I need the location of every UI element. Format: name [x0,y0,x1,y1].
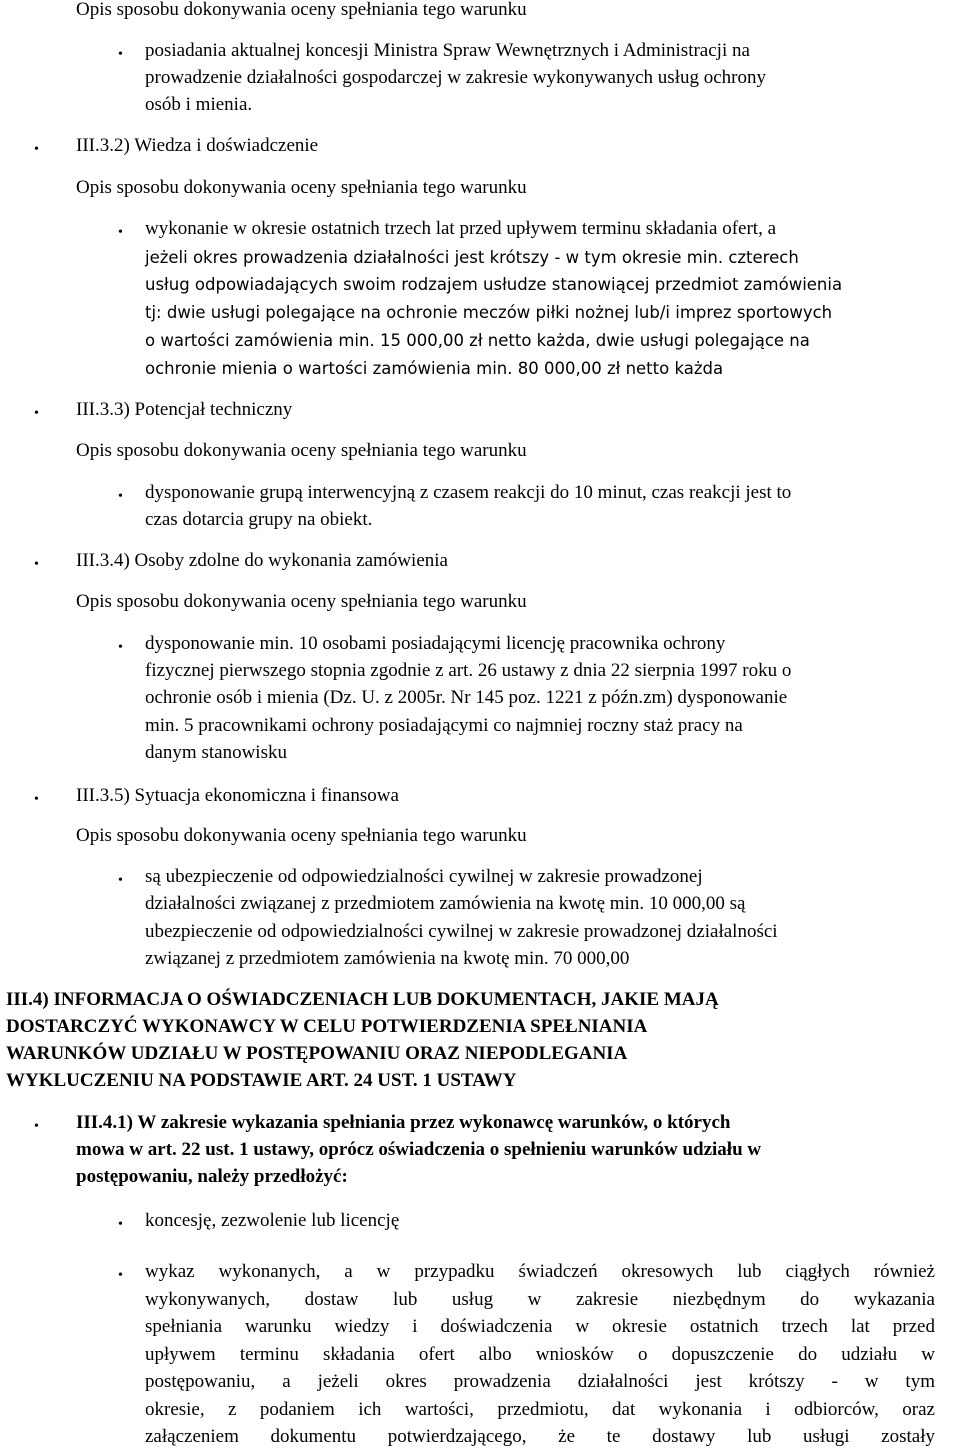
bullet-text-line: załączeniem dokumentu potwierdzającego, że te dostawy lub usługi zostały [145,1426,935,1447]
section-title-iii-3-2: III.3.2) Wiedza i doświadczenie [76,135,319,156]
opis-heading: Opis sposobu dokonywania oceny spełniania tego warunku [76,591,527,612]
bullet-dot: • [34,1119,39,1134]
bullet-text-line: spełniania warunku wiedzy i doświadczenia w okresie ostatnich trzech lat przed [145,1316,935,1337]
bullet-text-line: dysponowanie grupą interwencyjną z czasem reakcji do 10 minut, czas reakcji jest to [145,482,792,503]
bullet-text-line: ubezpieczenie od odpowiedzialności cywilnej w zakresie prowadzonej działalności [145,921,778,942]
bullet-text-line: działalności związanej z przedmiotem zamówienia na kwotę min. 10 000,00 są [145,893,746,914]
bullet-text-line: wykaz wykonanych, a w przypadku świadczeń okresowych lub ciągłych również [145,1261,935,1282]
opis-heading: Opis sposobu dokonywania oceny spełniania tego warunku [76,0,527,20]
bullet-text-line: posiadania aktualnej koncesji Ministra Spraw Wewnętrznych i Administracji na [145,40,750,61]
bullet-dot: • [34,557,39,572]
bullet-text-line: jeżeli okres prowadzenia działalności jest krótszy - w tym okresie min. czterech [145,248,799,267]
bullet-text-line: koncesję, zezwolenie lub licencję [145,1210,400,1231]
bullet-dot: • [118,873,123,888]
bullet-text-line: związanej z przedmiotem zamówienia na kwotę min. 70 000,00 [145,948,630,969]
bullet-dot: • [118,47,123,62]
bullet-dot: • [118,640,123,655]
section-title-iii-3-4: III.3.4) Osoby zdolne do wykonania zamówienia [76,550,448,571]
section-heading-iii-4: DOSTARCZYĆ WYKONAWCY W CELU POTWIERDZENIA SPEŁNIANIA [6,1016,648,1037]
bullet-dot: • [34,142,39,157]
bullet-text-line: min. 5 pracownikami ochrony posiadającymi co najmniej roczny staż pracy na [145,715,743,736]
section-heading-iii-4: WARUNKÓW UDZIAŁU W POSTĘPOWANIU ORAZ NIEPODLEGANIA [6,1043,628,1064]
bullet-text-line: fizycznej pierwszego stopnia zgodnie z art. 26 ustawy z dnia 22 sierpnia 1997 roku o [145,660,792,681]
bullet-text-line: usług odpowiadających swoim rodzajem usłudze stanowiącej przedmiot zamówienia [145,275,843,294]
bullet-text-line: upływem terminu składania ofert albo wniosków o dopuszczenie do udziału w [145,1343,935,1365]
bullet-text-line: czas dotarcia grupy na obiekt. [145,509,373,530]
bullet-text-line: danym stanowisku [145,742,287,763]
bullet-dot: • [34,406,39,421]
bullet-text-line: postępowaniu, a jeżeli okres prowadzenia działalności jest krótszy - w tym [145,1371,935,1392]
bullet-text-line: wykonywanych, dostaw lub usług w zakresie niezbędnym do wykazania [145,1288,935,1310]
bullet-dot: • [34,792,39,807]
bullet-dot: • [118,1268,123,1283]
bullet-text-line: okresie, z podaniem ich wartości, przedmiotu, dat wykonania i odbiorców, oraz [145,1398,935,1420]
bullet-text-line: tj: dwie usługi polegające na ochronie meczów piłki nożnej lub/i imprez sportowych [145,303,833,322]
bullet-text-line: są ubezpieczenie od odpowiedzialności cywilnej w zakresie prowadzonej [145,866,703,887]
bullet-text-line: osób i mienia. [145,94,253,115]
bullet-dot: • [118,225,123,240]
section-title-iii-4-1: postępowaniu, należy przedłożyć: [76,1166,348,1187]
bullet-dot: • [118,489,123,504]
section-heading-iii-4: III.4) INFORMACJA O OŚWIADCZENIACH LUB DOKUMENTACH, JAKIE MAJĄ [6,989,719,1010]
section-heading-iii-4: WYKLUCZENIU NA PODSTAWIE ART. 24 UST. 1 USTAWY [6,1070,517,1091]
section-title-iii-3-5: III.3.5) Sytuacja ekonomiczna i finansowa [76,785,399,806]
bullet-text-line: dysponowanie min. 10 osobami posiadającymi licencję pracownika ochrony [145,633,726,654]
bullet-text-line: o wartości zamówienia min. 15 000,00 zł netto każda, dwie usługi polegające na [145,331,810,350]
bullet-text-line: ochronie mienia o wartości zamówienia min. 80 000,00 zł netto każda [145,359,724,378]
section-title-iii-3-3: III.3.3) Potencjał techniczny [76,399,293,420]
bullet-dot: • [118,1217,123,1232]
opis-heading: Opis sposobu dokonywania oceny spełniania tego warunku [76,177,527,198]
bullet-text-line: prowadzenie działalności gospodarczej w zakresie wykonywanych usług ochrony [145,67,766,88]
opis-heading: Opis sposobu dokonywania oceny spełniania tego warunku [76,440,527,461]
opis-heading: Opis sposobu dokonywania oceny spełniania tego warunku [76,825,527,846]
section-title-iii-4-1: III.4.1) W zakresie wykazania spełniania przez wykonawcę warunków, o których [76,1112,731,1133]
bullet-text-line: wykonanie w okresie ostatnich trzech lat przed upływem terminu składania ofert, a [145,218,776,239]
bullet-text-line: ochronie osób i mienia (Dz. U. z 2005r. Nr 145 poz. 1221 z późn.zm) dysponowanie [145,687,788,708]
bullet-paragraph [145,1258,935,1451]
section-title-iii-4-1: mowa w art. 22 ust. 1 ustawy, oprócz oświadczenia o spełnieniu warunków udziału w [76,1139,762,1160]
